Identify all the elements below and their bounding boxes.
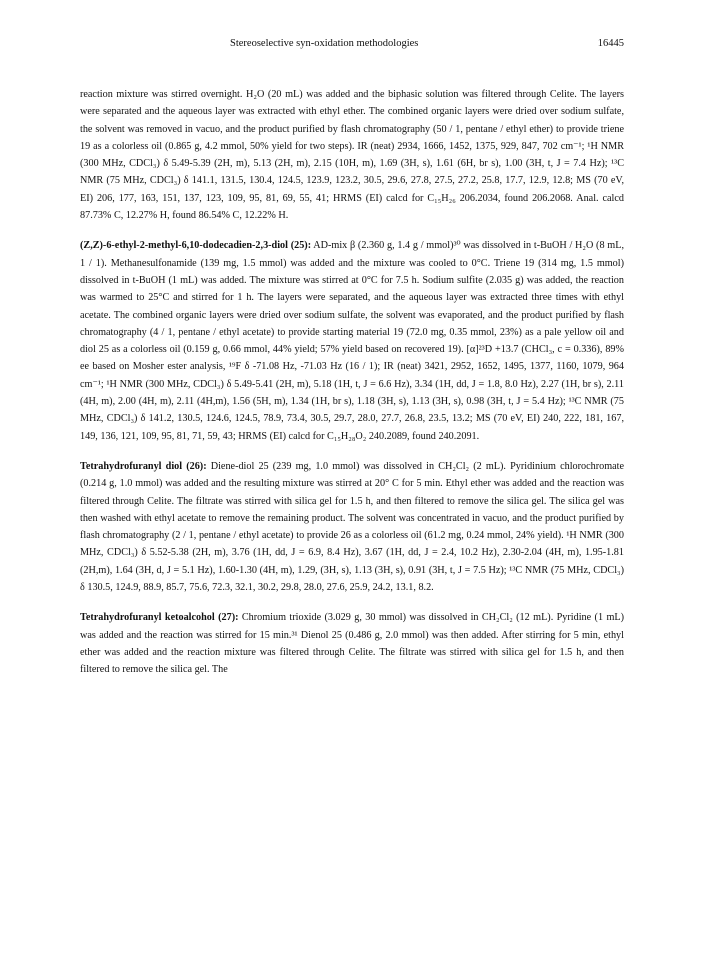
- paragraph-lead: Tetrahydrofuranyl diol (26):: [80, 460, 207, 472]
- paragraph-text: Chromium trioxide (3.029 g, 30 mmol) was dissolved in CH₂Cl₂ (12 mL). Pyridine (1 mL) was added and the reaction was stirred for 15 min.³¹ Dienol 25 (0.486 g, 2.0 mmol) was then added. After stirring for 5 min, ethyl ether was added and the reaction mixture was filtered through Celite. The filtrate was stirred with silica gel for 1.5 h, and then filtered to remove the silica gel. The: [80, 612, 624, 676]
- paragraph-diol-26: [80, 458, 624, 596]
- paragraph-triene-19: [80, 86, 624, 224]
- page-number: 16445: [597, 38, 624, 49]
- paragraph-lead: (Z,Z)-6-ethyl-2-methyl-6,10-dodecadien-2,3-diol (25):: [80, 240, 312, 252]
- paragraph-text: reaction mixture was stirred overnight. H₂O (20 mL) was added and the biphasic solution was filtered through Celite. The layers were separated and the aqueous layer was extracted with ethyl ether. The combined organic layers were dried over sodium sulfate, the solvent was removed in vacuo, and the product purified by flash chromatography (50 / 1, pentane / ethyl ether) to provide triene 19 as a colorless oil (0.865 g, 4.2 mmol, 50% yield for two steps). IR (neat) 2934, 1666, 1452, 1375, 929, 847, 702 cm⁻¹; ¹H NMR (300 MHz, CDCl₃) δ 5.49-5.39 (2H, m), 5.13 (2H, m), 2.15 (10H, m), 1.69 (3H, s), 1.61 (6H, br s), 1.00 (3H, t, J = 7.4 Hz); ¹³C NMR (75 MHz, CDCl₃) δ 141.1, 131.5, 130.4, 124.5, 123.9, 123.2, 30.5, 29.6, 27.8, 27.5, 27.2, 25.8, 17.7, 12.9, 12.8; MS (70 eV, EI) 206, 177, 163, 151, 137, 123, 109, 95, 81, 69, 55, 41; HRMS (EI) calcd for C₁₅H₂₆ 206.2034, found 206.2068. Anal. calcd 87.73% C, 12.27% H, found 86.54% C, 12.22% H.: [80, 89, 624, 222]
- running-title: Stereoselective syn-oxidation methodologies: [230, 38, 419, 49]
- paragraph-text: AD-mix β (2.360 g, 1.4 g / mmol)³⁰ was dissolved in t-BuOH / H₂O (8 mL, 1 / 1). Methanesulfonamide (139 mg, 1.5 mmol) was added and the mixture was cooled to 0°C. Triene 19 (314 mg, 1.5 mmol) dissolved in t-BuOH (1 mL) was added. The mixture was stirred at 0°C for 7.5 h. Sodium sulfite (2.035 g) was added, the reaction was warmed to 25°C and stirred for 1 h. The layers were separated, and the aqueous layer was extracted three times with ethyl acetate. The combined organic layers were dried over sodium sulfate, the solvent was evaporated, and the product purified by flash chromatography (4 / 1, pentane / ethyl acetate) to provide starting material 19 (72.0 mg, 0.35 mmol, 23%) as a pale yellow oil and diol 25 as a colorless oil (0.159 g, 0.66 mmol, 44% yield; 57% yield based on recovered 19). [α]²³D +13.7 (CHCl₃, c = 0.336), 89% ee based on Mosher ester analysis, ¹⁹F δ -71.08 Hz, -71.03 Hz (16 / 1); IR (neat) 3421, 2952, 1652, 1495, 1377, 1160, 1079, 964 cm⁻¹; ¹H NMR (300 MHz, CDCl₃) δ 5.49-5.41 (2H, m), 5.18 (1H, t, J = 6.6 Hz), 3.34 (1H, dd, J = 1.8, 8.0 Hz), 2.27 (1H, br s), 2.11 (4H, m), 2.00 (4H, m), 2.11 (4H,m), 1.56 (5H, m), 1.34 (1H, br s), 1.18 (3H, s), 1.13 (3H, s), 0.98 (3H, t, J = 5.4 Hz); ¹³C NMR (75 MHz, CDCl₃) δ 141.2, 130.5, 124.6, 124.5, 78.9, 73.4, 30.5, 29.7, 28.0, 27.7, 26.8, 23.5, 13.2; MS (70 eV, EI) 240, 222, 181, 167, 149, 136, 121, 109, 95, 81, 71, 59, 43; HRMS (EI) calcd for C₁₅H₂₈O₂ 240.2089, found 240.2091.: [80, 240, 624, 442]
- paragraph-text: Diene-diol 25 (239 mg, 1.0 mmol) was dissolved in CH₂Cl₂ (2 mL). Pyridinium chlorochromate (0.214 g, 1.0 mmol) was added and the resulting mixture was stirred at 20° C for 5 min. Ethyl ether was added and the reaction was filtered through Celite. The filtrate was stirred with silica gel for 1.5 h, and then filtered to remove the silica gel. The silica gel was then washed with ethyl acetate to remove the remaining product. The solvent was concentrated in vacuo, and the product purified by flash chromatography (2 / 1, pentane / ethyl acetate) to provide 26 as a colorless oil (61.2 mg, 0.24 mmol, 24% yield). ¹H NMR (300 MHz, CDCl₃) δ 5.52-5.38 (2H, m), 3.76 (1H, dd, J = 6.9, 8.4 Hz), 3.67 (1H, dd, J = 2.4, 10.2 Hz), 2.30-2.04 (4H, m), 1.95-1.81 (2H,m), 1.64 (3H, d, J = 5.1 Hz), 1.60-1.30 (4H, m), 1.29, (3H, s), 1.13 (3H, s), 0.91 (3H, t, J = 7.5 Hz); ¹³C NMR (75 MHz, CDCl₃) δ 130.5, 124.9, 88.9, 85.7, 75.6, 72.3, 32.1, 30.2, 29.8, 28.0, 27.6, 25.9, 24.2, 13.1, 8.2.: [80, 460, 625, 594]
- running-header: [80, 38, 624, 54]
- paragraph-ketoalcohol-27: [80, 609, 624, 678]
- paragraph-lead: Tetrahydrofuranyl ketoalcohol (27):: [80, 612, 239, 624]
- paragraph-diol-25: [80, 237, 624, 445]
- article-body: [80, 86, 624, 692]
